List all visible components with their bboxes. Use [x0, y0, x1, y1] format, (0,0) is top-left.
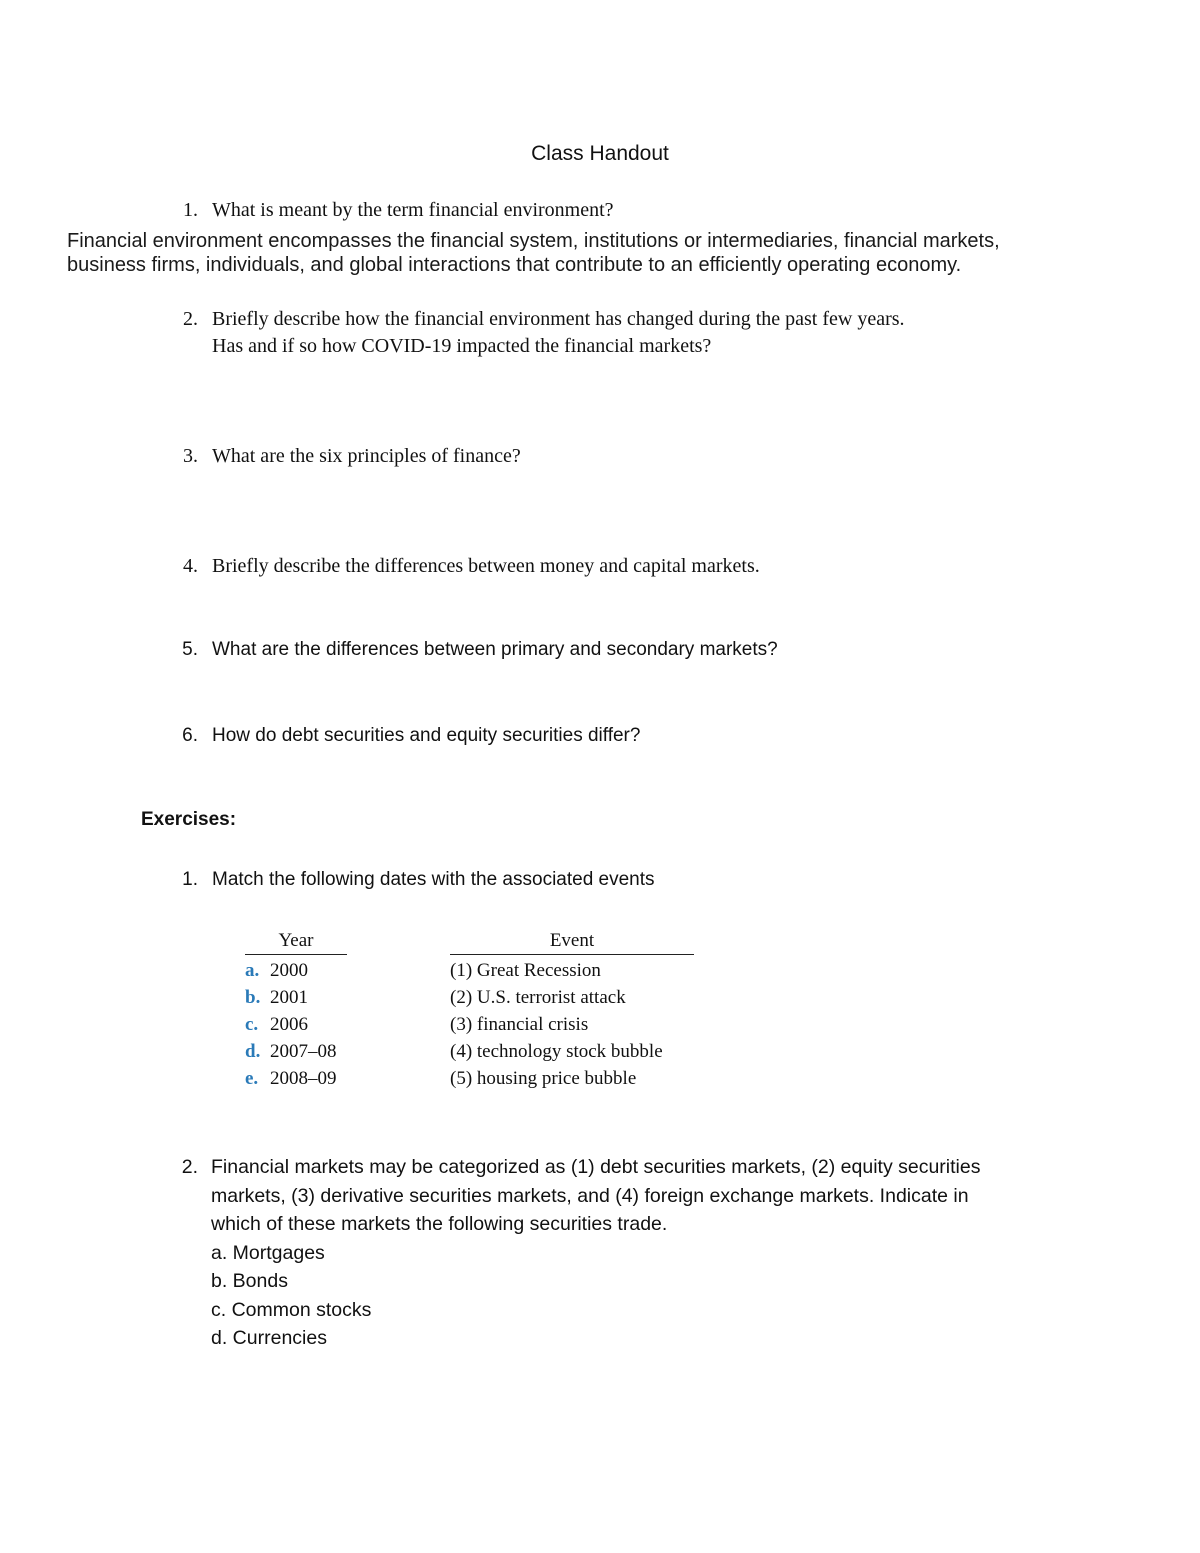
answer-1-line-2: business firms, individuals, and global interactions that contribute to an efficiently operating economy. [67, 254, 962, 276]
row-year: 2001 [270, 987, 308, 1008]
question-text: Briefly describe how the financial environment has changed during the past few years. [212, 308, 905, 330]
row-letter: e. [245, 1068, 259, 1089]
question-text: How do debt securities and equity securities differ? [212, 725, 641, 746]
exercise-text-line: which of these markets the following securities trade. [211, 1213, 668, 1235]
row-event: (3) financial crisis [450, 1014, 589, 1035]
list-item: a. Mortgages [211, 1241, 325, 1264]
list-item: c. Common stocks [211, 1298, 372, 1321]
question-text: What is meant by the term financial environment? [212, 199, 614, 221]
match-table [245, 928, 705, 1098]
row-year: 2000 [270, 960, 308, 981]
question-2 [176, 306, 1076, 362]
question-3 [176, 443, 1076, 470]
answer-1-line-1: Financial environment encompasses the financial system, institutions or intermediaries, financial markets, [67, 230, 1000, 252]
table-row [245, 1011, 705, 1038]
question-text: What are the six principles of finance? [212, 445, 521, 467]
table-row [245, 1038, 705, 1065]
question-number: 3. [183, 445, 198, 467]
exercise-text: Match the following dates with the associated events [212, 869, 655, 890]
exercises-heading: Exercises: [141, 809, 237, 830]
exercise-text-line: Financial markets may be categorized as (1) debt securities markets, (2) equity securities [211, 1156, 981, 1178]
exercise-1 [176, 866, 1076, 893]
table-row [245, 984, 705, 1011]
question-number: 2. [183, 308, 198, 330]
question-text: Briefly describe the differences between money and capital markets. [212, 555, 760, 577]
row-event: (5) housing price bubble [450, 1068, 637, 1089]
question-number: 6. [182, 725, 198, 746]
question-4 [176, 553, 1076, 580]
year-column-header: Year [245, 928, 347, 955]
question-number: 5. [182, 639, 198, 660]
row-event: (1) Great Recession [450, 960, 601, 981]
question-6 [176, 722, 1076, 749]
row-event: (2) U.S. terrorist attack [450, 987, 626, 1008]
event-column-header: Event [450, 928, 694, 955]
exercise-2 [211, 1153, 980, 1353]
exercise-text-line: markets, (3) derivative securities markets, and (4) foreign exchange markets. Indicate in [211, 1184, 969, 1207]
list-item: d. Currencies [211, 1327, 327, 1349]
row-event: (4) technology stock bubble [450, 1041, 663, 1062]
row-year: 2008–09 [270, 1068, 337, 1089]
table-row [245, 1065, 705, 1092]
question-5 [176, 636, 1076, 663]
row-letter: b. [245, 987, 261, 1008]
table-row [245, 957, 705, 984]
question-text: What are the differences between primary and secondary markets? [212, 639, 778, 660]
question-text-continued: Has and if so how COVID-19 impacted the financial markets? [212, 335, 712, 357]
list-item: b. Bonds [211, 1270, 288, 1292]
row-year: 2007–08 [270, 1041, 337, 1062]
row-letter: d. [245, 1041, 261, 1062]
row-letter: c. [245, 1014, 259, 1035]
exercise-number: 1. [182, 869, 198, 890]
question-number: 4. [183, 555, 198, 577]
question-number: 1. [183, 199, 198, 221]
row-letter: a. [245, 960, 260, 981]
question-1 [176, 197, 1076, 224]
page-title: Class Handout [531, 142, 669, 165]
exercise-number: 2. [181, 1156, 198, 1178]
row-year: 2006 [270, 1014, 308, 1035]
